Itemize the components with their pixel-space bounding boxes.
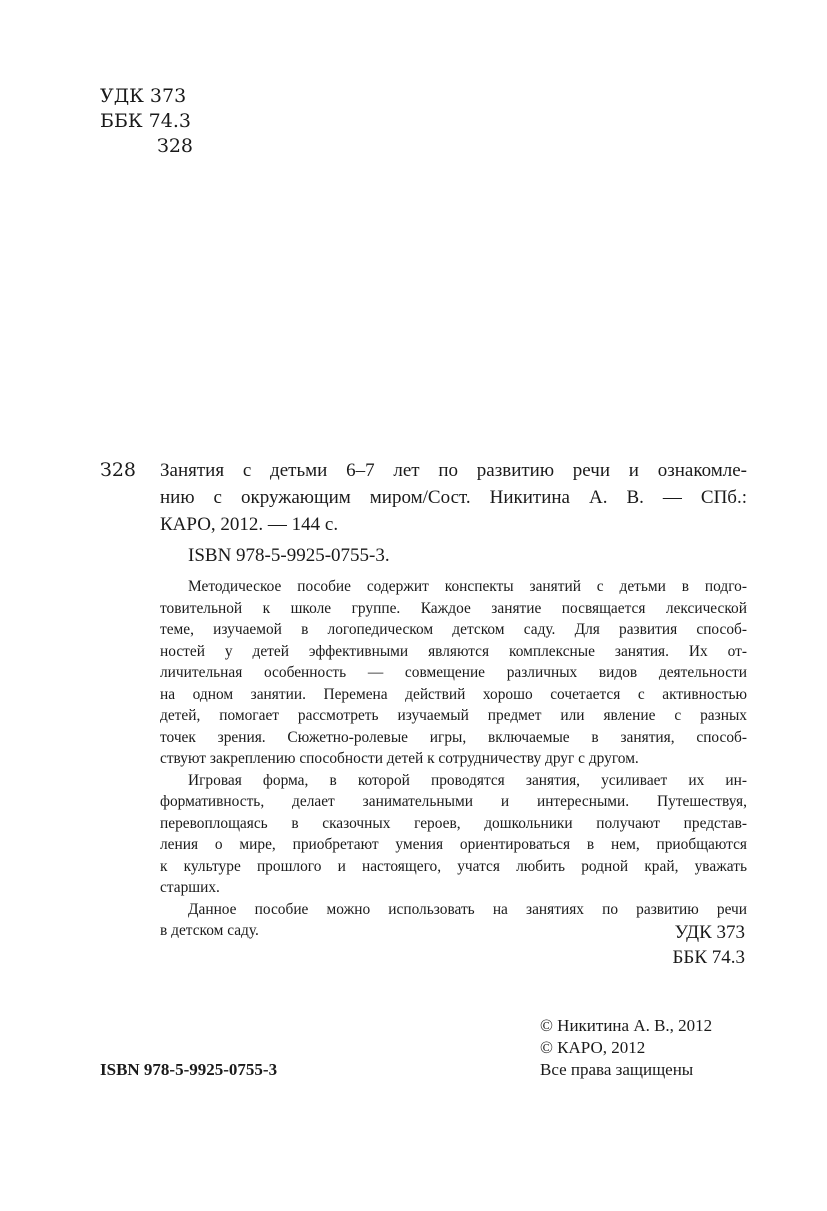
citation-line: Занятия с детьми 6–7 лет по развитию речи и ознакомле- <box>160 460 747 481</box>
annotation-line: формативность, делает занимательными и интересными. Путешествуя, <box>160 793 747 810</box>
annotation-line: Игровая форма, в которой проводятся занятия, усиливает их ин- <box>188 771 747 789</box>
copyright-publisher: © КАРО, 2012 <box>540 1038 646 1057</box>
copyright-author: © Никитина А. В., 2012 <box>540 1016 713 1035</box>
header-author-mark: З28 <box>157 135 194 157</box>
footer-udk-code: УДК 373 <box>674 922 745 943</box>
footer-classification-codes <box>673 920 746 970</box>
isbn-bold: ISBN 978-5-9925-0755-3 <box>100 1060 278 1079</box>
annotation-line: старших. <box>160 879 220 896</box>
annotation-line: перевоплощаясь в сказочных героев, дошкольники получают представ- <box>160 814 747 832</box>
copyright-block <box>540 1016 712 1082</box>
annotation-line: личительная особенность — совмещение различных видов деятельности <box>160 664 747 681</box>
annotation-line: ления о мире, приобретают умения ориентироваться в нем, приобщаются <box>160 836 747 853</box>
annotation-line: ствуют закреплению способности детей к сотрудничеству друг с другом. <box>160 750 639 767</box>
annotation-line: Методическое пособие содержит конспекты занятий с детьми в подго- <box>188 578 747 595</box>
footer-bbk-code: ББК 74.3 <box>672 947 745 968</box>
annotation-line: точек зрения. Сюжетно-ролевые игры, включаемые в занятия, способ- <box>160 728 747 746</box>
annotation-line: товительной к школе группе. Каждое занятие посвящается лексической <box>160 599 747 617</box>
citation-author-mark: З28 <box>100 459 137 481</box>
header-classification-codes <box>100 84 193 159</box>
annotation-line: в детском саду. <box>160 922 259 939</box>
annotation-line: на одном занятии. Перемена действий хорошо сочетается с активностью <box>160 685 747 703</box>
bibliographic-citation <box>160 458 747 539</box>
annotation-line: теме, изучаемой в логопедическом детском саду. Для развития способ- <box>160 621 747 638</box>
annotation-line: детей, помогает рассмотреть изучаемый предмет или явление с разных <box>160 707 747 724</box>
citation-line: нию с окружающим миром/Сост. Никитина А. В. — СПб.: <box>160 487 747 508</box>
citation-isbn: ISBN 978-5-9925-0755-3. <box>188 545 390 566</box>
annotation-line: Данное пособие можно использовать на занятиях по развитию речи <box>188 900 747 918</box>
annotation-line: к культуре прошлого и настоящего, учатся любить родной край, уважать <box>160 857 747 875</box>
annotation-text <box>160 577 747 943</box>
header-bbk-code: ББК 74.3 <box>100 110 191 132</box>
annotation-line: ностей у детей эффективными являются комплексные занятия. Их от- <box>160 642 747 660</box>
rights-notice: Все права защищены <box>540 1060 694 1079</box>
citation-line: КАРО, 2012. — 144 с. <box>160 514 339 535</box>
header-udk-code: УДК 373 <box>100 85 187 107</box>
